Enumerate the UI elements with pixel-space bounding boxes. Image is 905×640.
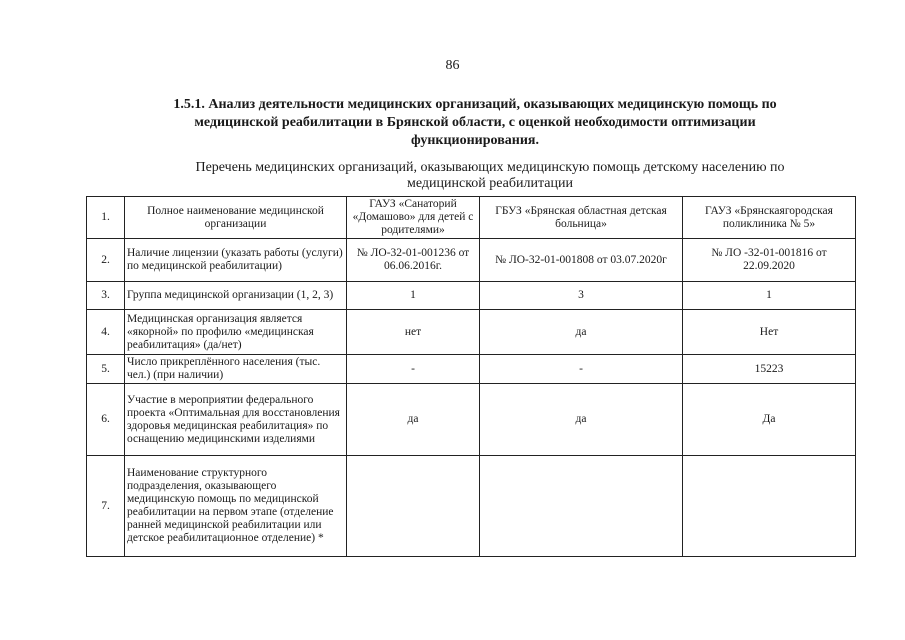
table-row: [87, 384, 856, 456]
table-row: [87, 197, 856, 239]
organizations-table: [86, 196, 856, 557]
cell-org-2: № ЛО-32-01-001808 от 03.07.2020г: [480, 239, 683, 282]
heading-line-1: 1.5.1. Анализ деятельности медицинских организаций, оказывающих медицинскую помощь по: [173, 97, 777, 112]
table-row: [87, 282, 856, 310]
row-label: Полное наименование медицинской организации: [125, 197, 347, 239]
row-label: Наименование структурного подразделения, оказывающего медицинскую помощь по медицинской реабилитации на первом этапе (отделение ранней медицинской реабилитации или детское реабилитационное отделение) *: [125, 456, 347, 557]
cell-org-3: [683, 456, 856, 557]
cell-org-2: да: [480, 384, 683, 456]
row-number: 4.: [87, 310, 125, 355]
cell-org-1: да: [347, 384, 480, 456]
cell-org-1: № ЛО-32-01-001236 от 06.06.2016г.: [347, 239, 480, 282]
page-number: 86: [445, 58, 460, 73]
cell-org-3: Нет: [683, 310, 856, 355]
row-number: 6.: [87, 384, 125, 456]
row-label: Наличие лицензии (указать работы (услуги) по медицинской реабилитации): [125, 239, 347, 282]
row-label: Группа медицинской организации (1, 2, 3): [125, 282, 347, 310]
cell-org-2: [480, 456, 683, 557]
cell-org-1: нет: [347, 310, 480, 355]
cell-org-3: ГАУЗ «Брянскаягородская поликлиника № 5»: [683, 197, 856, 239]
row-label: Участие в мероприятии федерального проекта «Оптимальная для восстановления здоровья медицинская реабилитация» по оснащению медицинскими изделиями: [125, 384, 347, 456]
table-row: [87, 355, 856, 384]
caption-line-2: медицинской реабилитации: [407, 176, 573, 191]
table-row: [87, 456, 856, 557]
row-label: Число прикреплённого населения (тыс. чел.) (при наличии): [125, 355, 347, 384]
cell-org-3: № ЛО -32-01-001816 от 22.09.2020: [683, 239, 856, 282]
heading-line-3: функционирования.: [411, 133, 539, 148]
row-number: 1.: [87, 197, 125, 239]
row-number: 5.: [87, 355, 125, 384]
cell-org-1: 1: [347, 282, 480, 310]
cell-org-3: 1: [683, 282, 856, 310]
cell-org-1: -: [347, 355, 480, 384]
row-number: 3.: [87, 282, 125, 310]
section-heading: [130, 96, 820, 150]
cell-org-1: ГАУЗ «Санаторий «Домашово» для детей с родителями»: [347, 197, 480, 239]
cell-org-2: -: [480, 355, 683, 384]
caption-line-1: Перечень медицинских организаций, оказывающих медицинскую помощь детскому населению по: [195, 160, 785, 175]
table-row: [87, 239, 856, 282]
cell-org-2: 3: [480, 282, 683, 310]
table-caption: [150, 160, 830, 192]
row-label: Медицинская организация является «якорной» по профилю «медицинская реабилитация» (да/нет): [125, 310, 347, 355]
cell-org-3: 15223: [683, 355, 856, 384]
heading-line-2: медицинской реабилитации в Брянской области, с оценкой необходимости оптимизации: [194, 115, 756, 130]
cell-org-3: Да: [683, 384, 856, 456]
cell-org-2: да: [480, 310, 683, 355]
row-number: 7.: [87, 456, 125, 557]
table-row: [87, 310, 856, 355]
row-number: 2.: [87, 239, 125, 282]
cell-org-2: ГБУЗ «Брянская областная детская больница»: [480, 197, 683, 239]
cell-org-1: [347, 456, 480, 557]
